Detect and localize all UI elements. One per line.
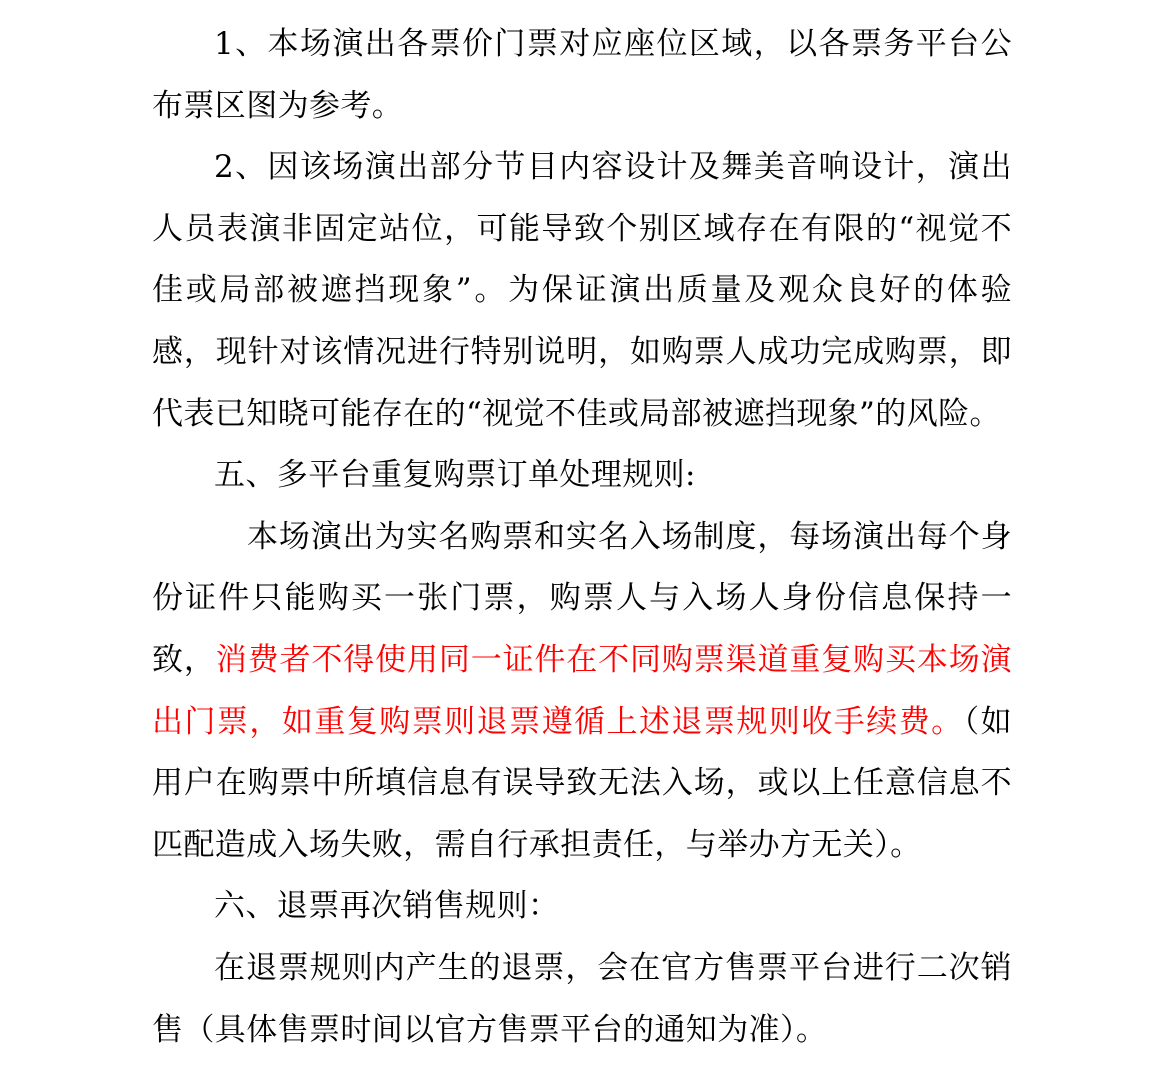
document-body [152, 14, 1012, 1061]
real-name-policy-text: 本场演出为实名购票和实名入场制度，每场演出每个身份证件只能购买一张门票，购票人与入场人身份信息保持一致， [152, 518, 1012, 678]
paragraph-seat-area-note: 1、本场演出各票价门票对应座位区域，以各票务平台公布票区图为参考。 [152, 26, 1012, 124]
section-heading-duplicate-orders: 五、多平台重复购票订单处理规则: [214, 457, 696, 494]
duplicate-purchase-warning: 消费者不得使用同一证件在不同购票渠道重复购买本场演出门票，如重复购票则退票遵循上述退票规则收手续费。 [152, 641, 1012, 740]
paragraph-visual-obstruction-note: 2、因该场演出部分节目内容设计及舞美音响设计，演出人员表演非固定站位，可能导致个别区域存在有限的“视觉不佳或局部被遮挡现象”。为保证演出质量及观众良好的体验感，现针对该情况进行特别说明，如购票人成功完成购票，即代表已知晓可能存在的“视觉不佳或局部被遮挡现象”的风险。 [152, 149, 1012, 432]
real-name-policy-note: （如用户在购票中所填信息有误导致无法入场，或以上任意信息不匹配造成入场失败，需自行承担责任，与举办方无关）。 [152, 703, 1012, 863]
section-heading-resale-rules: 六、退票再次销售规则： [214, 888, 560, 925]
paragraph-real-name-policy [152, 507, 1012, 877]
paragraph-resale-note: 在退票规则内产生的退票，会在官方售票平台进行二次销售（具体售票时间以官方售票平台的通知为准）。 [152, 949, 1012, 1048]
